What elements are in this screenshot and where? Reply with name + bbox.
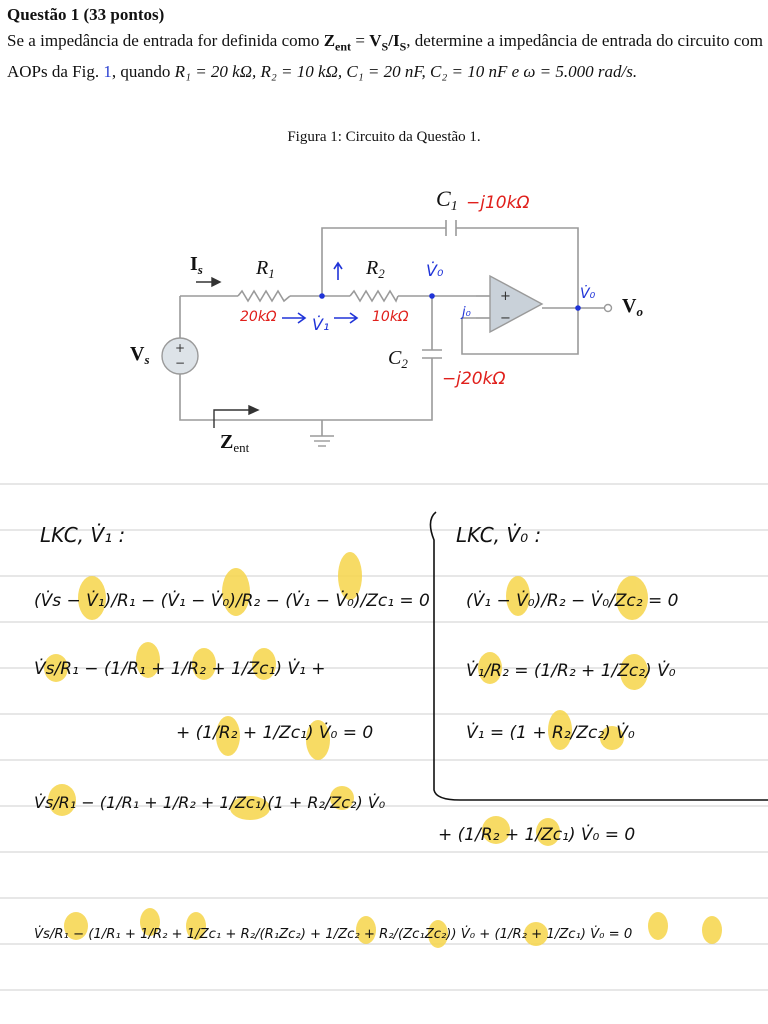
equals-sign: = xyxy=(355,31,365,50)
label-r2: $R_2$ xyxy=(366,257,385,281)
equation-1: (V̇s − V̇₁)/R₁ − (V̇₁ − V̇₀)/R₂ − (V̇₁ − V̇₀)/Zc₁ = 0 xyxy=(34,591,430,611)
label-c1: C1 xyxy=(436,186,458,214)
right-equation-3: V̇₁ = (1 + R₂/Zc₂) V̇₀ xyxy=(466,723,635,743)
opamp-plus: + xyxy=(500,289,511,304)
wire-bottom xyxy=(180,362,432,420)
opamp-minus: − xyxy=(500,311,511,326)
question-text-part1: Se a impedância de entrada for definida como xyxy=(7,31,320,50)
annotation-j0: j₀ xyxy=(462,305,471,320)
parameter-values: R₁ = 20 kΩ, R₂ = 10 kΩ, C₁ = 20 nF, C₂ = 10 nF e ω = 5.000 rad/s. xyxy=(174,62,638,82)
source-plus: + xyxy=(174,341,186,355)
capacitor-c1 xyxy=(446,220,456,236)
label-vs: $V_s$ xyxy=(130,343,150,367)
label-c2: $C_2$ xyxy=(388,347,408,371)
opamp-triangle xyxy=(490,276,542,332)
equation-3a: V̇s/R₁ − (1/R₁ + 1/R₂ + 1/Zc₁)(1 + R₂/Zc₂) V̇₀ xyxy=(34,793,386,812)
output-terminal xyxy=(605,305,612,312)
right-equation-2: V̇₁/R₂ = (1/R₂ + 1/Zc₂) V̇₀ xyxy=(466,661,676,681)
annotation-v1: V̇₁ xyxy=(312,315,330,334)
equation-2b: + (1/R₂ + 1/Zc₁) V̇₀ = 0 xyxy=(176,723,374,743)
source-minus: − xyxy=(174,356,186,370)
figure-caption: Figura 1: Circuito da Questão 1. xyxy=(287,129,481,145)
zent-symbol: $Z_{ent}$ xyxy=(323,31,352,54)
annotation-c2-impedance: −j20kΩ xyxy=(442,369,506,389)
right-equation-1: (V̇₁ − V̇₀)/R₂ − V̇₀/Zc₂ = 0 xyxy=(466,591,679,611)
label-is: $I_s$ xyxy=(190,253,203,277)
vs-over-is: $V_S/I_S$ xyxy=(369,31,407,54)
ground-symbol xyxy=(310,436,334,446)
label-r1: $R_1$ xyxy=(256,257,275,281)
divider-line xyxy=(430,512,768,800)
question-text-part3: , quando xyxy=(111,62,171,82)
resistor-r1 xyxy=(238,291,290,301)
equation-4: V̇s/R₁ − (1/R₁ + 1/R₂ + 1/Zc₁ + R₂/(R₁Zc₂) + 1/Zc₂ + R₂/(Zc₁Zc₂)) V̇₀ + (1/R₂ + 1/Zc₁) V̇₀ = 0 xyxy=(34,927,633,942)
annotation-c1-impedance: −j10kΩ xyxy=(466,193,530,213)
equation-2a: V̇s/R₁ − (1/R₁ + 1/R₂ + 1/Zc₁) V̇₁ + xyxy=(34,659,326,679)
label-zent: $Z_{ent}$ xyxy=(220,431,250,455)
circuit-diagram xyxy=(0,160,768,470)
label-vo: $V_o$ xyxy=(622,295,643,319)
question-title: Questão 1 (33 pontos) xyxy=(7,5,165,24)
capacitor-c2 xyxy=(422,350,442,358)
resistor-r2 xyxy=(350,291,398,301)
wires xyxy=(180,228,606,436)
lkc-v1-heading: LKC, V̇₁ : xyxy=(40,523,126,547)
handwritten-notes xyxy=(0,472,768,1024)
question-text-part2: , determine a impedância de entrada do circuito com AOPs da Fig. xyxy=(7,31,764,82)
figure-reference-link[interactable]: 1 xyxy=(103,62,112,82)
lkc-v0-heading: LKC, V̇₀ : xyxy=(456,523,542,547)
current-arrow xyxy=(196,278,220,286)
equation-3b: + (1/R₂ + 1/Zc₁) V̇₀ = 0 xyxy=(438,825,636,845)
annotation-r2-value: 10kΩ xyxy=(372,309,409,325)
problem-statement xyxy=(7,4,763,84)
question-text xyxy=(7,28,763,84)
blue-arrows xyxy=(282,263,357,323)
highlight-marks xyxy=(44,552,722,948)
zent-arrow xyxy=(214,406,258,428)
annotation-vo-output: V̇₀ xyxy=(580,286,596,302)
annotation-r1-value: 20kΩ xyxy=(240,309,277,325)
annotation-vo-node: V̇₀ xyxy=(426,261,444,280)
